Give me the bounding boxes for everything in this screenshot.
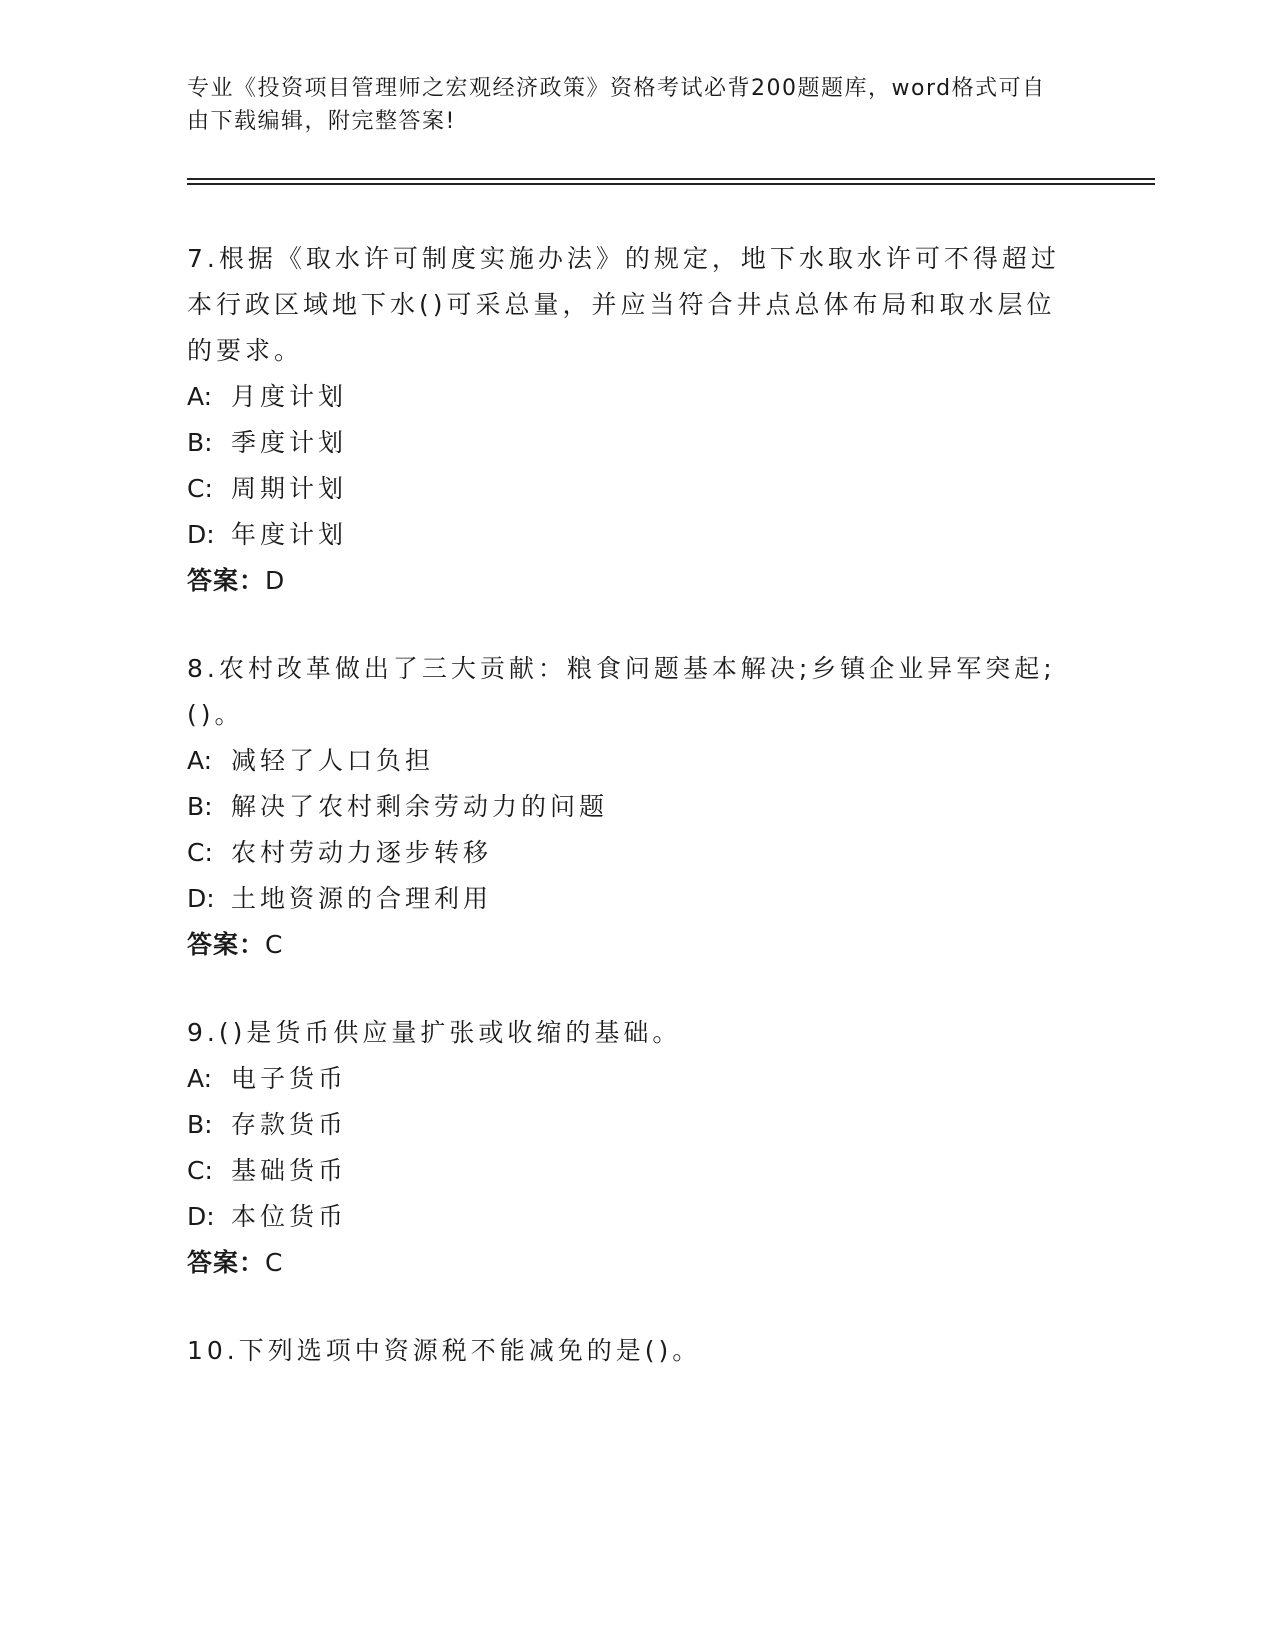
option-b: B: 存款货币 (187, 1110, 348, 1139)
option-b: B: 解决了农村剩余劳动力的问题 (187, 792, 609, 821)
option-d: D: 年度计划 (187, 520, 348, 549)
question-stem: 10.下列选项中资源税不能减免的是()。 (187, 1336, 702, 1365)
question-list (187, 236, 1067, 1416)
option-c: C: 农村劳动力逐步转移 (187, 838, 493, 867)
option-b: B: 季度计划 (187, 428, 348, 457)
option-a: A: 月度计划 (187, 382, 348, 411)
answer-value: D (265, 566, 289, 595)
question-stem: 8.农村改革做出了三大贡献：粮食问题基本解决;乡镇企业异军突起;()。 (187, 654, 1056, 729)
answer-value: C (265, 930, 287, 959)
question-stem: 7.根据《取水许可制度实施办法》的规定，地下水取水许可不得超过本行政区域地下水()可采总量，并应当符合井点总体布局和取水层位的要求。 (187, 244, 1060, 365)
answer-line: 答案：D (187, 566, 289, 595)
option-a: A: 减轻了人口负担 (187, 746, 435, 775)
option-a: A: 电子货币 (187, 1064, 348, 1093)
header-divider-top (187, 178, 1155, 180)
option-c: C: 周期计划 (187, 474, 348, 503)
question-8 (187, 646, 1067, 968)
question-10 (187, 1328, 1067, 1374)
answer-line: 答案：C (187, 1248, 287, 1277)
document-header: 专业《投资项目管理师之宏观经济政策》资格考试必背200题题库，word格式可自由下载编辑，附完整答案! (187, 76, 1046, 134)
option-d: D: 本位货币 (187, 1202, 348, 1231)
answer-value: C (265, 1248, 287, 1277)
option-c: C: 基础货币 (187, 1156, 348, 1185)
question-stem: 9.()是货币供应量扩张或收缩的基础。 (187, 1018, 682, 1047)
option-d: D: 土地资源的合理利用 (187, 884, 493, 913)
header-divider-bottom (187, 183, 1155, 185)
question-9 (187, 1010, 1067, 1286)
answer-line: 答案：C (187, 930, 287, 959)
question-7 (187, 236, 1067, 604)
